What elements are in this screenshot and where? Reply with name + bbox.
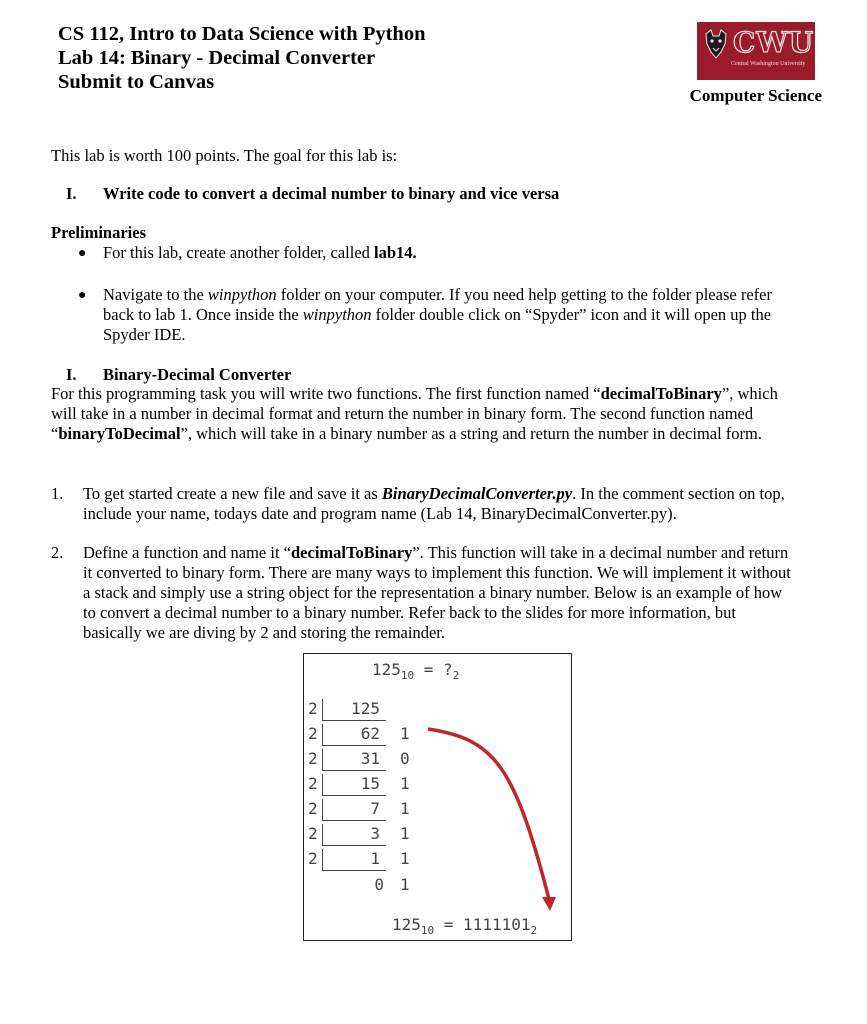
divisor: 2 xyxy=(308,824,318,843)
divisor: 2 xyxy=(308,724,318,743)
quotient: 15 xyxy=(322,774,386,796)
step-2-line: to convert a decimal number to a binary number. Refer back to the slides for more information, but xyxy=(83,603,736,622)
step-2-line: basically we are diving by 2 and storing the remainder. xyxy=(83,623,445,642)
cwu-logo xyxy=(697,22,815,80)
section-heading: Binary-Decimal Converter xyxy=(103,365,292,384)
section-paragraph-line: “binaryToDecimal”, which will take in a binary number as a string and return the number in decimal form. xyxy=(51,424,763,443)
divisor: 2 xyxy=(308,749,318,768)
prelim-heading: Preliminaries xyxy=(51,223,147,242)
last-remainder: 1 xyxy=(400,875,410,894)
step-1-line: To get started create a new file and save it as BinaryDecimalConverter.py. In the comment section on top, xyxy=(83,484,785,503)
divisor: 2 xyxy=(308,799,318,818)
step-2-line: a stack and simply use a string object for the representation a binary number. Below is an example of how xyxy=(83,583,783,602)
department-label: Computer Science xyxy=(689,86,822,105)
step-2-line: it converted to binary form. There are many ways to implement this function. We will implement it without xyxy=(83,563,791,582)
prelim-bullet-1: For this lab, create another folder, called lab14. xyxy=(103,243,417,262)
conversion-figure xyxy=(303,653,572,941)
step-number: 1. xyxy=(51,484,64,503)
lab-title: Lab 14: Binary - Decimal Converter xyxy=(58,47,376,69)
section-numeral: I. xyxy=(66,365,77,384)
reading-arrow-icon xyxy=(304,654,570,939)
divisor: 2 xyxy=(308,699,318,718)
prelim-bullet-2-line: Spyder IDE. xyxy=(103,325,186,344)
remainder: 0 xyxy=(400,749,410,768)
goal-numeral: I. xyxy=(66,184,77,203)
intro-text: This lab is worth 100 points. The goal for this lab is: xyxy=(51,146,398,165)
divisor: 2 xyxy=(308,774,318,793)
bullet-dot: ● xyxy=(78,246,87,261)
submit-note: Submit to Canvas xyxy=(58,71,215,93)
course-title: CS 112, Intro to Data Science with Python xyxy=(58,23,426,45)
goal-text: Write code to convert a decimal number to binary and vice versa xyxy=(103,184,560,203)
divisor: 2 xyxy=(308,849,318,868)
step-number: 2. xyxy=(51,543,64,562)
remainder: 1 xyxy=(400,799,410,818)
section-paragraph-line: For this programming task you will write two functions. The first function named “decimalToBinary”, which xyxy=(51,384,778,403)
quotient: 62 xyxy=(322,724,386,746)
quotient: 3 xyxy=(322,824,386,846)
logo-wordmark: CWU xyxy=(733,26,815,59)
figure-bottom-equation: $125_{10} = 1111101_2$ xyxy=(392,915,538,938)
quotient: 1 xyxy=(322,849,386,871)
remainder: 1 xyxy=(400,849,410,868)
figure-top-equation: $125_{10}$ = $?_2$ xyxy=(372,660,460,683)
remainder: 1 xyxy=(400,774,410,793)
step-2-line: Define a function and name it “decimalToBinary”. This function will take in a decimal number and return xyxy=(83,543,789,562)
quotient: 125 xyxy=(322,699,386,721)
last-quotient: 0 xyxy=(374,875,384,894)
prelim-bullet-2-line: back to lab 1. Once inside the winpython folder double click on “Spyder” icon and it will open up the xyxy=(103,305,772,324)
quotient: 31 xyxy=(322,749,386,771)
wildcat-icon xyxy=(703,28,729,62)
quotient: 7 xyxy=(322,799,386,821)
step-1-line: include your name, todays date and program name (Lab 14, BinaryDecimalConverter.py). xyxy=(83,504,677,523)
section-paragraph-line: will take in a number in decimal format and return the number in binary form. The second function named xyxy=(51,404,754,423)
logo-subtitle: Central Washington University xyxy=(731,61,806,67)
remainder: 1 xyxy=(400,724,410,743)
remainder: 1 xyxy=(400,824,410,843)
bullet-dot: ● xyxy=(78,288,87,303)
prelim-bullet-2-line: Navigate to the winpython folder on your computer. If you need help getting to the folder please refer xyxy=(103,285,772,304)
